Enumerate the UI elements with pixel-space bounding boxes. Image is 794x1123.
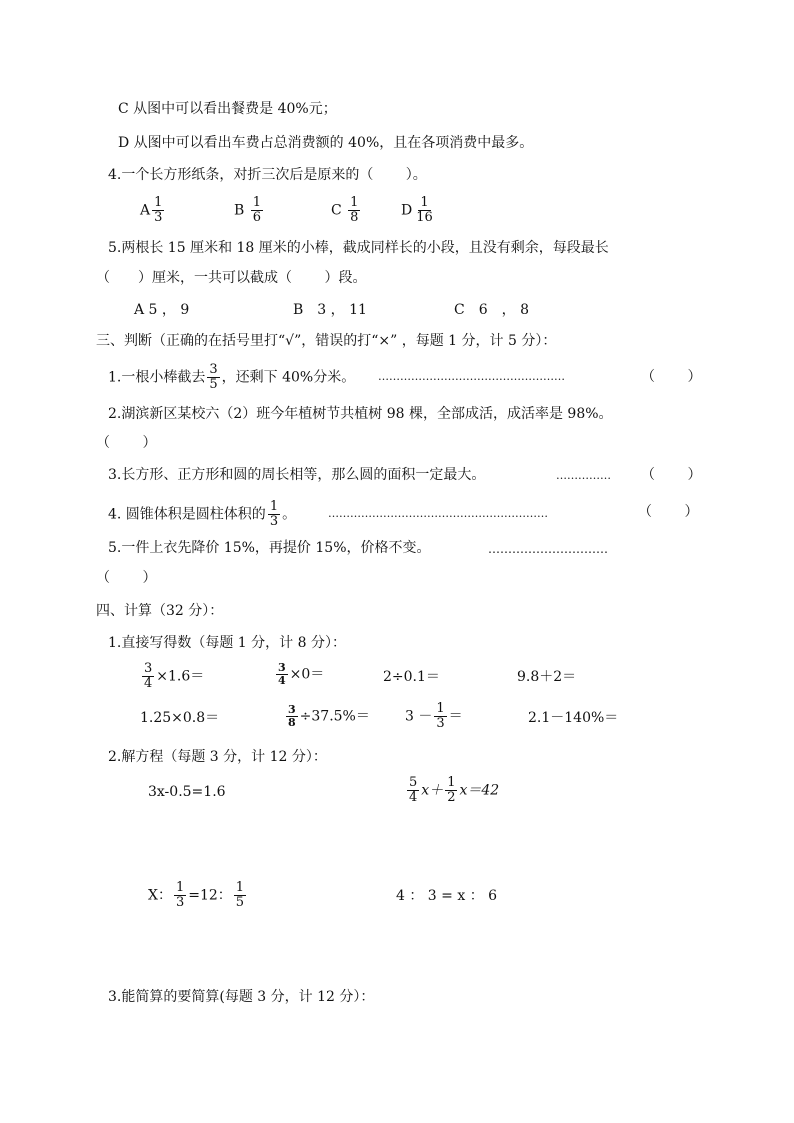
q5-line1: 5.两根长 15 厘米和 18 厘米的小棒，截成同样长的小段，且没有剩余，每段最长 xyxy=(108,240,609,256)
calc-b: $\frac{3}{4}$ ×0＝ xyxy=(278,661,325,687)
section4-title: 四、计算（32 分）： xyxy=(96,603,224,619)
judge-q5-dots: ………………………… xyxy=(488,542,608,556)
q5-option-c: C 6 ， 8 xyxy=(454,302,529,318)
q4-option-d: D $\frac{1}{16}$ xyxy=(401,195,433,225)
part1-title: 1.直接写得数（每题 1 分，计 8 分）： xyxy=(108,635,346,651)
judge-q2: 2.湖滨新区某校六（2）班今年植树节共植树 98 棵，全部成活，成活率是 98%。 xyxy=(108,406,613,422)
calc-h: 2.1－140%＝ xyxy=(528,710,619,726)
judge-q1: 1.一根小棒截去 $\frac{3}{5}$ ，还剩下 40%分米。 xyxy=(108,362,356,392)
q5-option-b: B 3 ， 11 xyxy=(293,302,367,318)
calc-c: 2÷0.1＝ xyxy=(383,669,440,685)
judge-q1-paren: （ ） xyxy=(641,369,702,385)
q3-option-d: D 从图中可以看出车费占总消费额的 40%，且在各项消费中最多。 xyxy=(118,135,534,151)
judge-q3-paren: （ ） xyxy=(641,467,702,483)
q4-option-a: A $\frac{1}{3}$ xyxy=(140,195,163,225)
judge-q3: 3.长方形、正方形和圆的周长相等，那么圆的面积一定最大。 xyxy=(108,467,486,483)
q4-question: 4.一个长方形纸条，对折三次后是原来的（ ）。 xyxy=(108,167,427,183)
part2-title: 2.解方程（每题 3 分，计 12 分）： xyxy=(108,749,327,765)
equation-1: 3x-0.5=1.6 xyxy=(148,784,226,800)
judge-q5-paren: （ ） xyxy=(96,570,157,586)
calc-e: 1.25×0.8＝ xyxy=(140,710,220,726)
q4-option-b: B $\frac{1}{6}$ xyxy=(234,195,262,225)
calc-g: 3 － $\frac{1}{3}$ ＝ xyxy=(405,701,463,731)
calc-f: $\frac{3}{8}$ ÷37.5%＝ xyxy=(288,703,370,729)
part3-title: 3.能简算的要简算(每题 3 分，计 12 分）： xyxy=(108,989,375,1005)
q5-option-a: A 5 ， 9 xyxy=(134,302,190,318)
q4-option-c: C $\frac{1}{8}$ xyxy=(331,195,359,225)
q5-line2: （ ）厘米，一共可以截成（ ）段。 xyxy=(96,270,367,286)
calc-a: $\frac{3}{4}$ ×1.6＝ xyxy=(144,661,205,691)
judge-q1-dots: …………………………………………… xyxy=(378,370,565,383)
equation-4: 4 ： 3 = x ： 6 xyxy=(396,888,498,904)
section3-title: 三、判断（正确的在括号里打“√”，错误的打“×” ，每题 1 分，计 5 分）： xyxy=(96,333,557,349)
equation-2: $\frac{5}{4}$ x＋ $\frac{1}{2}$ x＝42 xyxy=(409,775,500,805)
judge-q4: 4. 圆锥体积是圆柱体积的 $\frac{1}{3}$ 。 xyxy=(108,499,297,529)
judge-q2-paren: （ ） xyxy=(96,435,157,451)
calc-d: 9.8＋2＝ xyxy=(517,669,577,685)
judge-q3-dots: …………… xyxy=(556,469,611,482)
q3-option-c: C 从图中可以看出餐费是 40%元； xyxy=(118,101,337,117)
equation-3: X： $\frac{1}{3}$ =12： $\frac{1}{5}$ xyxy=(148,880,245,910)
judge-q5: 5.一件上衣先降价 15%，再提价 15%，价格不变。 xyxy=(108,540,431,556)
judge-q4-paren: （ ） xyxy=(638,504,699,520)
judge-q4-dots: …………………………………………………… xyxy=(328,507,548,520)
